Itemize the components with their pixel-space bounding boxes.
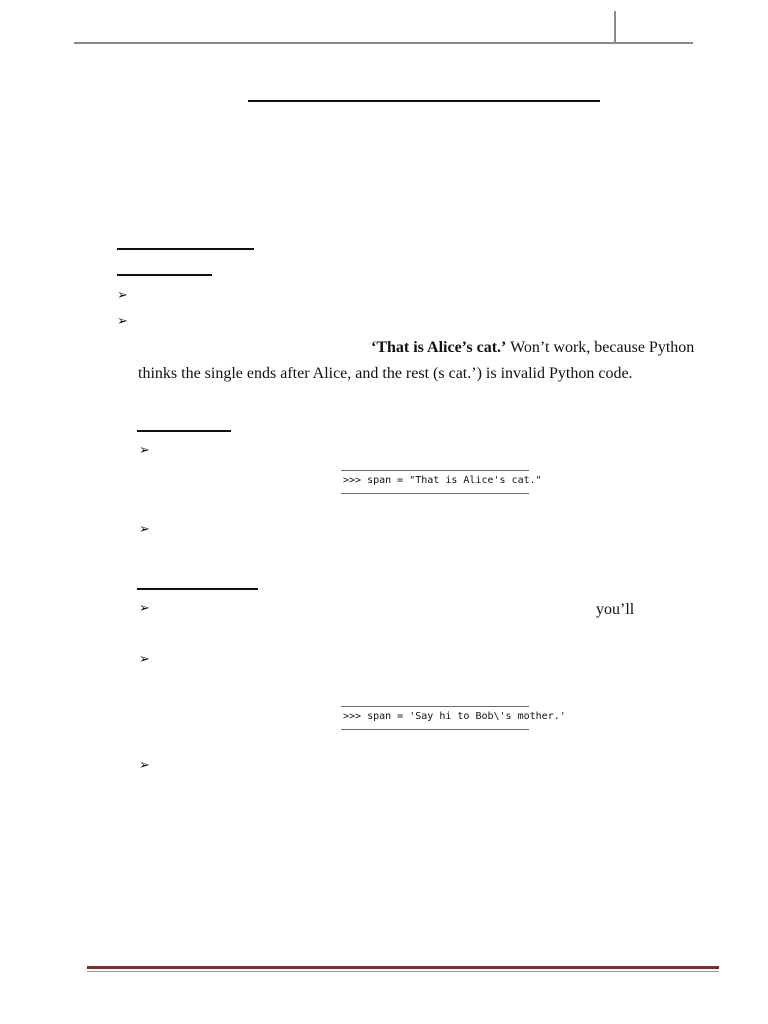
quote-bold-text: ‘That is Alice’s cat.’ — [371, 339, 507, 356]
code-text: >>> span = 'Say hi to Bob\'s mother.' — [343, 711, 566, 722]
bullet-icon: ➢ — [139, 758, 150, 773]
explanation-line: thinks the single ends after Alice, and the rest (s cat.’) is invalid Python code. — [138, 365, 633, 382]
bullet-icon: ➢ — [117, 314, 128, 329]
code-sample-escape — [341, 706, 566, 730]
header-rule — [74, 42, 693, 44]
code-sample-double-quotes — [341, 470, 542, 494]
bullet-icon: ➢ — [139, 522, 150, 537]
double-quotes-heading-underline — [137, 430, 231, 432]
bullet-icon: ➢ — [139, 652, 150, 667]
footer-rule — [87, 966, 719, 969]
section-heading-underline — [117, 248, 254, 250]
quote-line — [371, 338, 694, 358]
bullet-icon: ➢ — [117, 288, 128, 303]
bullet-icon: ➢ — [139, 601, 150, 616]
quote-rest-text: Won’t work, because Python — [506, 339, 695, 356]
title-underline — [248, 100, 600, 102]
header-page-tick — [614, 11, 616, 43]
footer-rule-secondary — [87, 971, 719, 972]
subheading-underline — [117, 274, 212, 276]
code-text: >>> span = "That is Alice's cat." — [343, 475, 542, 486]
fragment-text: you’ll — [596, 601, 635, 618]
escape-characters-heading-underline — [137, 588, 258, 590]
bullet-icon: ➢ — [139, 443, 150, 458]
